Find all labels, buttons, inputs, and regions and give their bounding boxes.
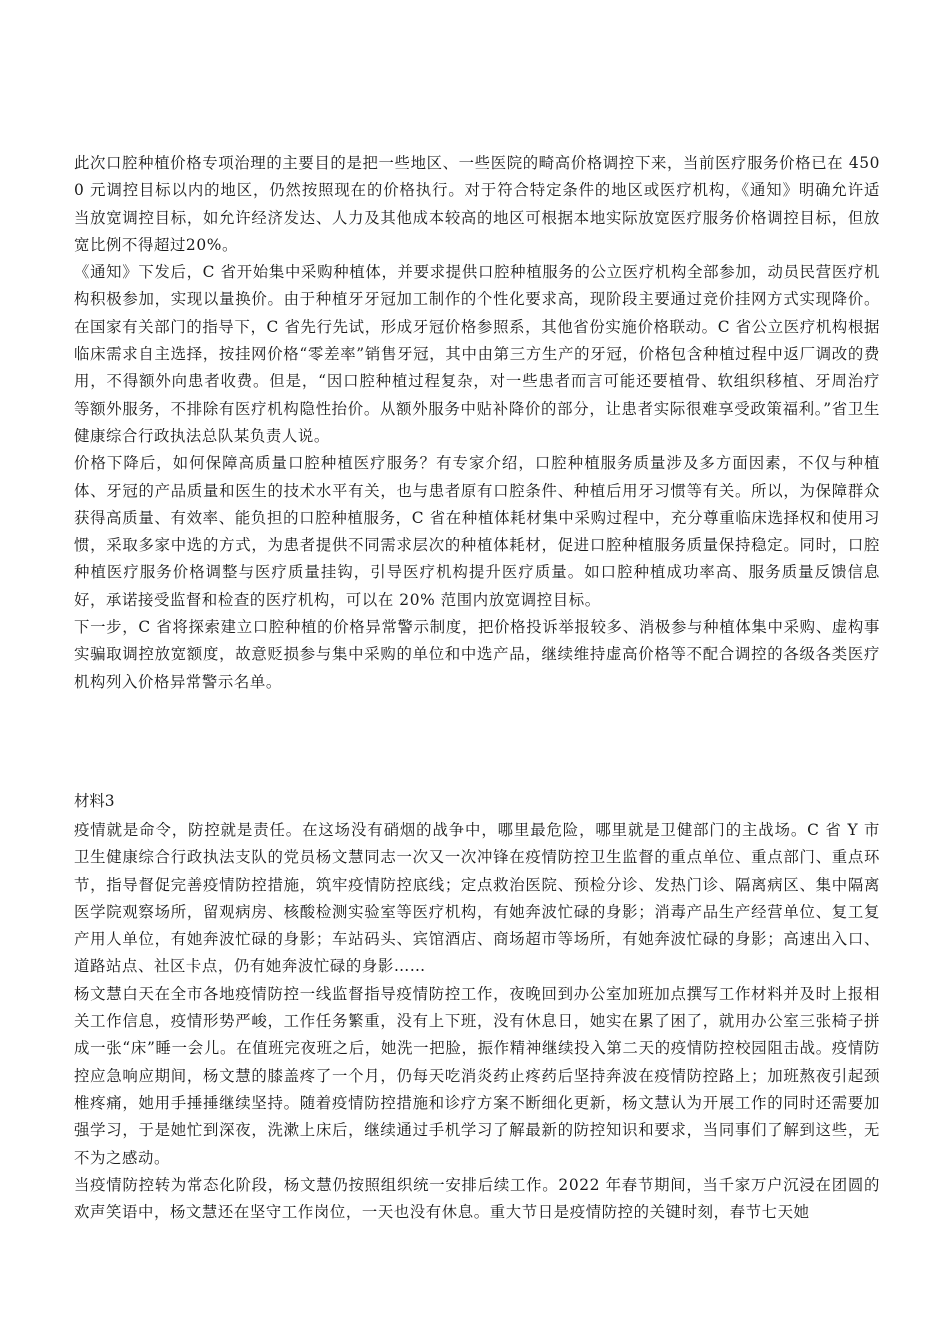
material-heading: 材料3 (74, 792, 115, 810)
paragraph-daily-work: 杨文慧白天在全市各地疫情防控一线监督指导疫情防控工作，夜晚回到办公室加班加点撰写工作材料并及时上报相关工作信息，疫情形势严峻，工作任务繁重，没有上下班，没有休息日，她实在累了困了，就用办公室三张椅子拼成一张“床”睡一会儿。在值班完夜班之后，她洗一把脸，振作精神继续投入第二天的疫情防控校园阻击战。疫情防控应急响应期间，杨文慧的膝盖疼了一个月，仍每天吃消炎药止疼药后坚持奔波在疫情防控路上；加班熬夜引起颈椎疼痛，她用手捶捶继续坚持。随着疫情防控措施和诊疗方案不断细化更新，杨文慧认为开展工作的同时还需要加强学习，于是她忙到深夜，洗漱上床后，继续通过手机学习了解最新的防控知识和要求，当同事们了解到这些，无不为之感动。 (74, 984, 880, 1167)
paragraph-price-control: 此次口腔种植价格专项治理的主要目的是把一些地区、一些医院的畸高价格调控下来，当前医疗服务价格已在 4500 元调控目标以内的地区，仍然按照现在的价格执行。对于符合特定条件的地区或医疗机构，《通知》明确允许适当放宽调控目标，如允许经济发达、人力及其他成本较高的地区可根据本地实际放宽医疗服务价格调控目标，但放宽比例不得超过20%。 (74, 154, 880, 254)
paragraph-quality-assurance: 价格下降后，如何保障高质量口腔种植医疗服务？有专家介绍，口腔种植服务质量涉及多方面因素，不仅与种植体、牙冠的产品质量和医生的技术水平有关，也与患者原有口腔条件、种植后用牙习惯等有关。所以，为保障群众获得高质量、有效率、能负担的口腔种植服务，C 省在种植体耗材集中采购过程中，充分尊重临床选择权和使用习惯，采取多家中选的方式，为患者提供不同需求层次的种植体耗材，促进口腔种植服务质量保持稳定。同时，口腔种植医疗服务价格调整与医疗质量挂钩，引导医疗机构提升医疗质量。如口腔种植成功率高、服务质量反馈信息好，承诺接受监督和检查的医疗机构，可以在 20% 范围内放宽调控目标。 (74, 454, 880, 609)
section-policy-text (74, 150, 880, 696)
section-material-3 (74, 788, 880, 1226)
paragraph-normalization: 当疫情防控转为常态化阶段，杨文慧仍按照组织统一安排后续工作。2022 年春节期间，当千家万户沉浸在团圆的欢声笑语中，杨文慧还在坚守工作岗位，一天也没有休息。重大节日是疫情防控的关键时刻，春节七天她 (74, 1175, 880, 1222)
paragraph-epidemic-duty: 疫情就是命令，防控就是责任。在这场没有硝烟的战争中，哪里最危险，哪里就是卫健部门的主战场。C 省 Y 市卫生健康综合行政执法支队的党员杨文慧同志一次又一次冲锋在疫情防控卫生监督的重点单位、重点部门、重点环节，指导督促完善疫情防控措施，筑牢疫情防控底线；定点救治医院、预检分诊、发热门诊、隔离病区、集中隔离医学院观察场所，留观病房、核酸检测实验室等医疗机构，有她奔波忙碌的身影；消毒产品生产经营单位、复工复产用人单位，有她奔波忙碌的身影；车站码头、宾馆酒店、商场超市等场所，有她奔波忙碌的身影；高速出入口、道路站点、社区卡点，仍有她奔波忙碌的身影…… (74, 821, 880, 976)
paragraph-procurement: 《通知》下发后，C 省开始集中采购种植体，并要求提供口腔种植服务的公立医疗机构全部参加，动员民营医疗机构积极参加，实现以量换价。由于种植牙牙冠加工制作的个性化要求高，现阶段主要通过竞价挂网方式实现降价。在国家有关部门的指导下，C 省先行先试，形成牙冠价格参照系，其他省份实施价格联动。C 省公立医疗机构根据临床需求自主选择，按挂网价格“零差率”销售牙冠，其中由第三方生产的牙冠，价格包含种植过程中返厂调改的费用，不得额外向患者收费。但是，“因口腔种植过程复杂，对一些患者而言可能还要植骨、软组织移植、牙周治疗等额外服务，不排除有医疗机构隐性抬价。从额外服务中贴补降价的部分，让患者实际很难享受政策福利。”省卫生健康综合行政执法总队某负责人说。 (74, 263, 880, 445)
paragraph-next-steps: 下一步，C 省将探索建立口腔种植的价格异常警示制度，把价格投诉举报较多、消极参与种植体集中采购、虚构事实骗取调控放宽额度，故意贬损参与集中采购的单位和中选产品，继续维持虚高价格等不配合调控的各级各类医疗机构列入价格异常警示名单。 (74, 618, 880, 691)
